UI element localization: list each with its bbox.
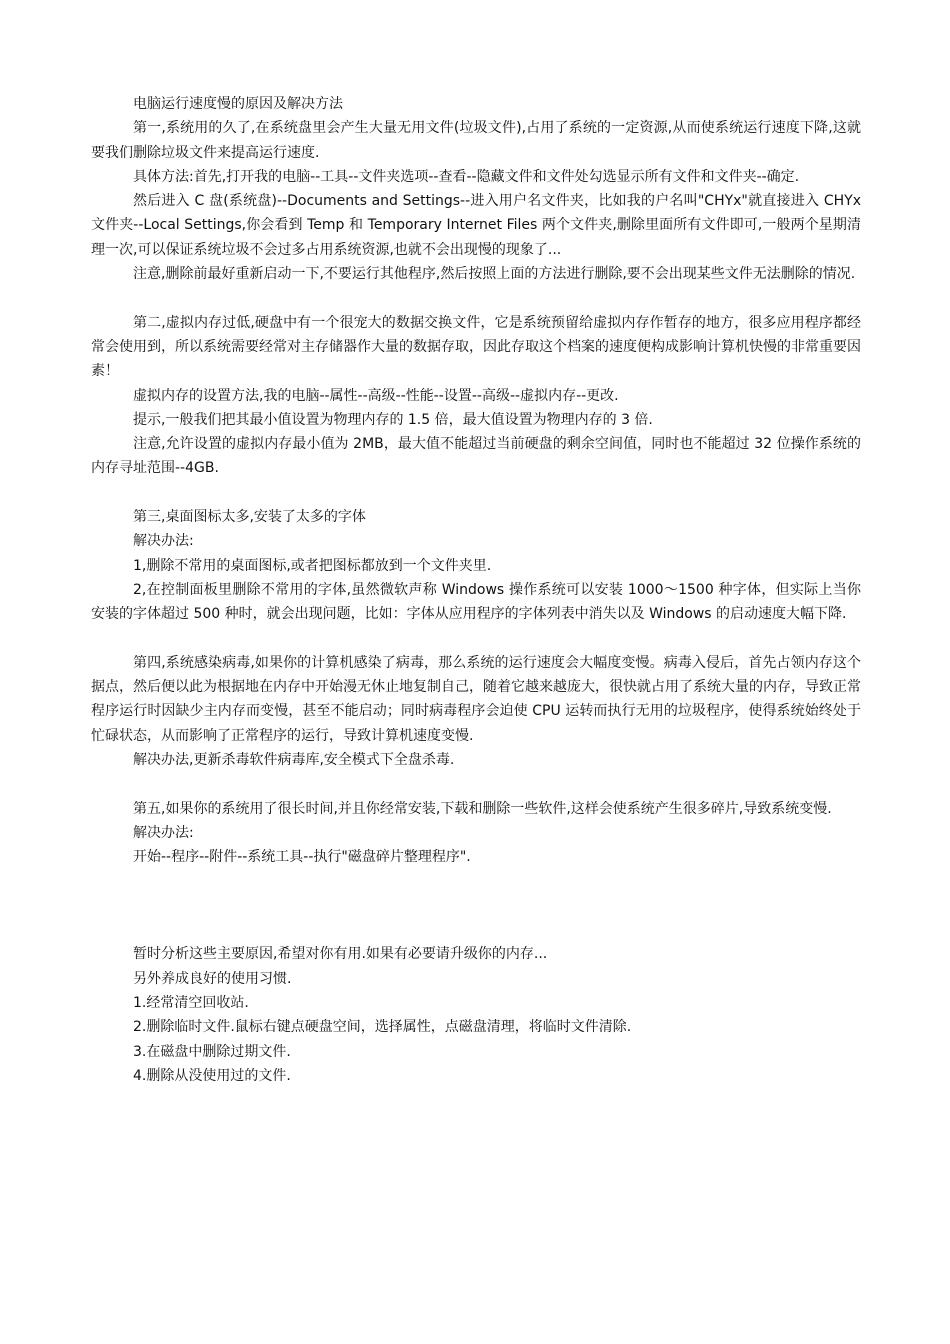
spacer [91, 627, 861, 651]
document-title: 电脑运行速度慢的原因及解决方法 [133, 96, 343, 112]
paragraph-solution-fonts: 2,在控制面板里删除不常用的字体,虽然微软声称 Windows 操作系统可以安装 1000～1500 种字体，但实际上当你安装的字体超过 500 种时，就会出现问题，比如：字体从应用程序的字体列表中消失以及 Windows 的启动速度大幅下降. [91, 581, 861, 623]
paragraph-solution-label: 解决办法: [133, 533, 194, 550]
list-item-habit-4: 4.删除从没使用过的文件. [133, 1067, 291, 1084]
list-item-habit-2: 2.删除临时文件.鼠标右键点硬盘空间，选择属性，点磁盘清理，将临时文件清除. [133, 1019, 632, 1036]
paragraph-solution-icons: 1,删除不常用的桌面图标,或者把图标都放到一个文件夹里. [133, 557, 492, 574]
paragraph-third-reason: 第三,桌面图标太多,安装了太多的字体 [133, 509, 366, 526]
paragraph-method: 具体方法:首先,打开我的电脑--工具--文件夹选项--查看--隐藏文件和文件处勾选显示所有文件和文件夹--确定. [133, 168, 800, 185]
paragraph-virus-solution: 解决办法,更新杀毒软件病毒库,安全模式下全盘杀毒. [133, 752, 455, 769]
paragraph-fourth-reason: 第四,系统感染病毒,如果你的计算机感染了病毒，那么系统的运行速度会大幅度变慢。病毒入侵后，首先占领内存这个据点，然后便以此为根据地在内存中开始漫无休止地复制自己，随着它越来越庞大，很快就占用了系统大量的内存，导致正常程序运行时因缺少主内存而变慢，甚至不能启动；同时病毒程序会迫使 CPU 运转而执行无用的垃圾程序，使得系统始终处于忙碌状态，从而影响了正常程序的运行，导致计算机速度变慢. [91, 654, 861, 744]
paragraph-virtual-memory-note: 注意,允许设置的虚拟内存最小值为 2MB，最大值不能超过当前硬盘的剩余空间值，同时也不能超过 32 位操作系统的内存寻址范围--4GB. [91, 436, 861, 477]
paragraph-habits: 另外养成良好的使用习惯. [133, 970, 292, 987]
paragraph-second-reason: 第二,虚拟内存过低,硬盘中有一个很宠大的数据交换文件，它是系统预留给虚拟内存作暂存的地方，很多应用程序都经常会使用到，所以系统需要经常对主存储器作大量的数据存取，因此存取这个档案的速度便构成影响计算机快慢的非常重要因素！ [91, 314, 861, 380]
document-body [91, 92, 861, 1088]
paragraph-delete-note: 注意,删除前最好重新启动一下,不要运行其他程序,然后按照上面的方法进行删除,要不会出现某些文件无法删除的情况. [133, 266, 856, 283]
paragraph-summary: 暂时分析这些主要原因,希望对你有用.如果有必要请升级你的内存... [133, 946, 548, 963]
paragraph-tip: 提示,一般我们把其最小值设置为物理内存的 1.5 倍，最大值设置为物理内存的 3 倍. [133, 411, 653, 428]
spacer [91, 286, 861, 310]
list-item-habit-3: 3.在磁盘中删除过期文件. [133, 1043, 291, 1060]
paragraph-defrag-steps: 开始--程序--附件--系统工具--执行"磁盘碎片整理程序". [133, 849, 471, 866]
spacer [91, 772, 861, 796]
list-item-habit-1: 1.经常清空回收站. [133, 994, 249, 1011]
paragraph-c-drive-steps: 然后进入 C 盘(系统盘)--Documents and Settings--进入用户名文件夹，比如我的户名叫"CHYx"就直接进入 CHYx 文件夹--Local Settings,你会看到 Temp 和 Temporary Internet Files 两个文件夹,删除里面所有文件即可,一般两个星期清理一次,可以保证系统垃圾不会过多占用系统资源,也就不会出现慢的现象了... [91, 193, 861, 258]
paragraph-solution-label-2: 解决办法: [133, 824, 194, 841]
spacer [91, 870, 861, 943]
spacer [91, 481, 861, 505]
paragraph-first-reason: 第一,系统用的久了,在系统盘里会产生大量无用文件(垃圾文件),占用了系统的一定资源,从而使系统运行速度下降,这就要我们删除垃圾文件来提高运行速度. [91, 120, 861, 161]
paragraph-virtual-memory-settings: 虚拟内存的设置方法,我的电脑--属性--高级--性能--设置--高级--虚拟内存--更改. [133, 387, 619, 404]
paragraph-fifth-reason: 第五,如果你的系统用了很长时间,并且你经常安装,下载和删除一些软件,这样会使系统产生很多碎片,导致系统变慢. [133, 800, 832, 817]
